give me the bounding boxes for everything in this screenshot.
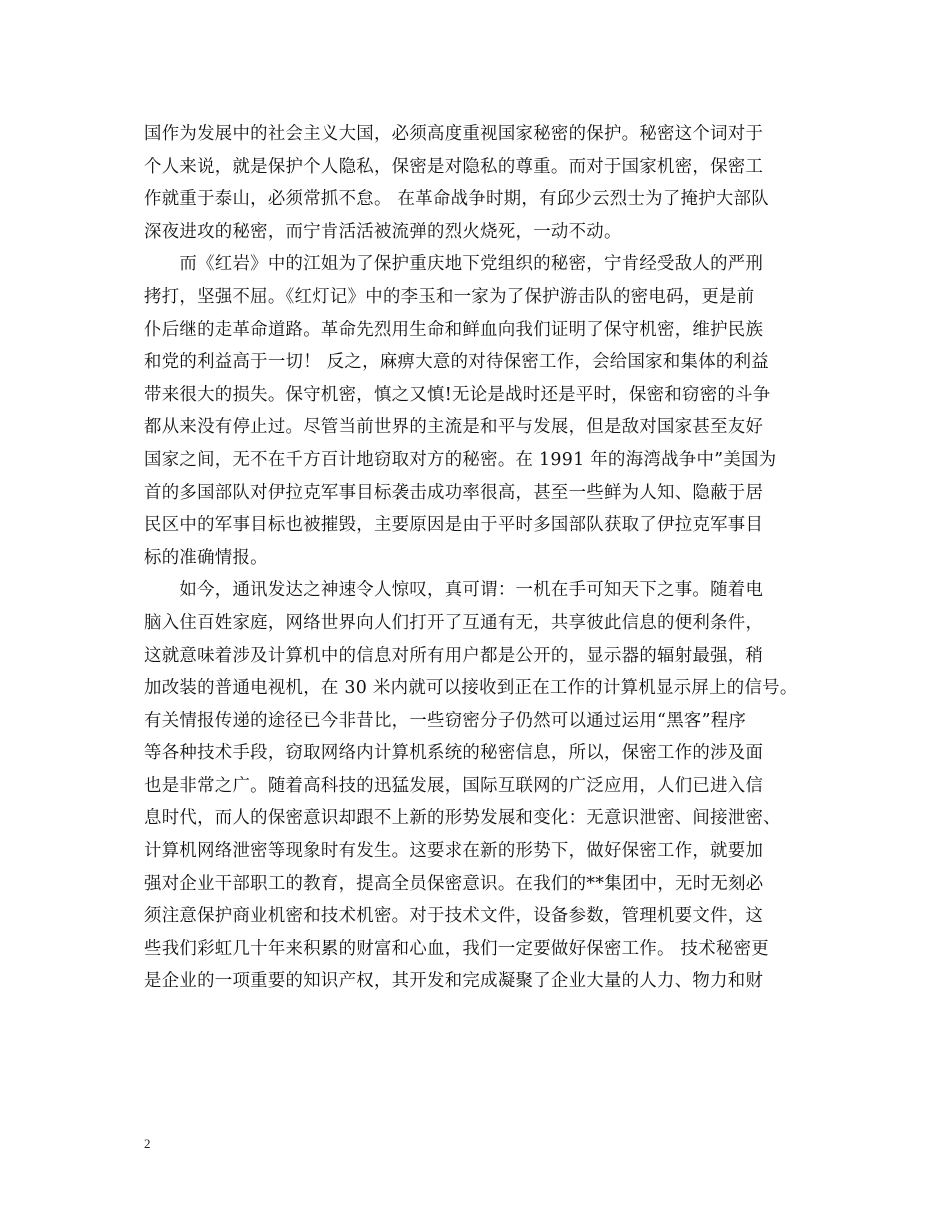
text-line: 带来很大的损失。保守机密，慎之又慎!无论是战时还是平时，保密和窃密的斗争 [144, 384, 771, 405]
text-line: 强对企业干部职工的教育，提高全员保密意识。在我们的**集团中，无时无刻必 [144, 873, 764, 894]
text-line: 深夜进攻的秘密，而宁肯活活被流弹的烈火烧死，一动不动。 [144, 221, 622, 242]
text-line: 有关情报传递的途径已今非昔比，一些窃密分子仍然可以通过运用“黑客”程序 [144, 710, 747, 731]
text-line: 首的多国部队对伊拉克军事目标袭击成功率很高，甚至一些鲜为人知、隐蔽于居 [144, 482, 764, 503]
text-line: 等各种技术手段，窃取网络内计算机系统的秘密信息，所以，保密工作的涉及面 [144, 743, 764, 764]
page-number: 2 [144, 1136, 151, 1151]
text-line: 脑入住百姓家庭，网络世界向人们打开了互通有无，共享彼此信息的便利条件， [144, 612, 764, 633]
text-line: 须注意保护商业机密和技术机密。对于技术文件，设备参数，管理机要文件，这 [144, 906, 764, 927]
text-line: 计算机网络泄密等现象时有发生。这要求在新的形势下，做好保密工作，就要加 [144, 841, 764, 862]
text-line: 是企业的一项重要的知识产权，其开发和完成凝聚了企业大量的人力、物力和财 [144, 971, 764, 992]
text-line: 这就意味着涉及计算机中的信息对所有用户都是公开的，显示器的辐射最强，稍 [144, 645, 764, 666]
text-line: 些我们彩虹几十年来积累的财富和心血，我们一定要做好保密工作。 技术秘密更 [144, 938, 770, 959]
text-line: 和党的利益高于一切！ 反之，麻痹大意的对待保密工作，会给国家和集体的利益 [144, 352, 770, 373]
text-line: 民区中的军事目标也被摧毁，主要原因是由于平时多国部队获取了伊拉克军事目 [144, 515, 764, 536]
text-line: 如今，通讯发达之神速令人惊叹，真可谓：一机在手可知天下之事。随着电 [144, 580, 764, 601]
text-line: 个人来说，就是保护个人隐私，保密是对隐私的尊重。而对于国家机密，保密工 [144, 156, 764, 177]
text-line: 仆后继的走革命道路。革命先烈用生命和鲜血向我们证明了保守机密，维护民族 [144, 319, 764, 340]
text-line: 拷打，坚强不屈。《红灯记》中的李玉和一家为了保护游击队的密电码，更是前 [144, 286, 755, 307]
text-line: 国作为发展中的社会主义大国，必须高度重视国家秘密的保护。秘密这个词对于 [144, 124, 764, 144]
text-line: 而《红岩》中的江姐为了保护重庆地下党组织的秘密，宁肯经受敌人的严刑 [144, 254, 764, 275]
text-line: 息时代，而人的保密意识却跟不上新的形势发展和变化：无意识泄密、间接泄密、 [144, 808, 781, 829]
text-line: 加改装的普通电视机，在 30 米内就可以接收到正在工作的计算机显示屏上的信号。 [144, 678, 798, 699]
text-line: 标的准确情报。 [144, 547, 268, 568]
body-text [144, 118, 809, 998]
text-line: 也是非常之广。随着高科技的迅猛发展，国际互联网的广泛应用，人们已进入信 [144, 775, 764, 796]
text-line: 都从来没有停止过。尽管当前世界的主流是和平与发展，但是敌对国家甚至友好 [144, 417, 764, 438]
text-line: 国家之间，无不在千方百计地窃取对方的秘密。在 1991 年的海湾战争中”美国为 [144, 449, 777, 470]
text-line: 作就重于泰山，必须常抓不怠。 在革命战争时期，有邱少云烈士为了掩护大部队 [144, 189, 770, 210]
